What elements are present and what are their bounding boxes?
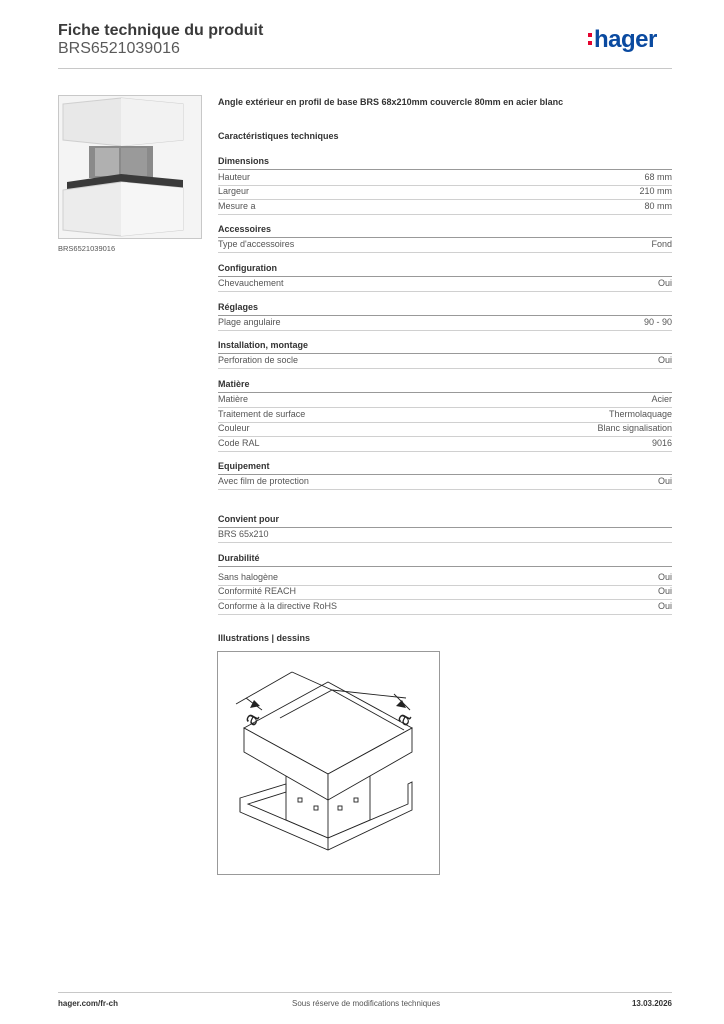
spec-row	[218, 393, 672, 408]
spec-row	[218, 585, 672, 600]
product-image	[58, 95, 202, 239]
header-divider	[58, 68, 672, 69]
footer-website-link[interactable]: hager.com/fr-ch	[58, 999, 119, 1008]
spec-row	[218, 354, 672, 369]
brand-logo: hager	[594, 26, 657, 53]
dimension-label-right: a	[391, 709, 416, 730]
illustrations-title: Illustrations | dessins	[218, 633, 311, 643]
spec-value: Oui	[657, 586, 672, 596]
spec-value: Oui	[657, 601, 672, 611]
spec-label: Largeur	[218, 186, 250, 196]
spec-label: Plage angulaire	[218, 317, 281, 327]
spec-row	[218, 571, 672, 586]
spec-row	[218, 600, 672, 615]
spec-label: Mesure a	[218, 201, 256, 211]
spec-value: 90 - 90	[643, 317, 672, 327]
spec-label: Conforme à la directive RoHS	[218, 601, 338, 611]
logo-mark-icon	[588, 33, 593, 49]
section-title: Convient pour	[218, 514, 672, 528]
section-title: Equipement	[218, 461, 672, 475]
footer-divider	[58, 992, 672, 993]
section-title: Configuration	[218, 263, 672, 277]
spec-row	[218, 200, 672, 215]
spec-label: Avec film de protection	[218, 476, 309, 486]
section-title: Réglages	[218, 302, 672, 316]
spec-value: Acier	[651, 394, 672, 404]
footer-date: 13.03.2026	[631, 999, 672, 1008]
product-description: Angle extérieur en profil de base BRS 68x210mm couvercle 80mm en acier blanc	[218, 97, 564, 107]
spec-label: BRS 65x210	[218, 529, 269, 539]
spec-label: Matière	[218, 394, 249, 404]
product-code: BRS6521039016	[58, 40, 180, 57]
footer-notice: Sous réserve de modifications techniques	[292, 999, 441, 1008]
spec-row	[218, 277, 672, 292]
spec-label: Type d'accessoires	[218, 239, 295, 249]
spec-row	[218, 528, 672, 543]
spec-label: Sans halogène	[218, 572, 279, 582]
section-title: Accessoires	[218, 224, 672, 238]
spec-value: 80 mm	[644, 201, 672, 211]
section-title: Dimensions	[218, 156, 672, 170]
spec-row	[218, 185, 672, 200]
spec-row	[218, 408, 672, 423]
spec-value: Fond	[651, 239, 672, 249]
spec-value: Oui	[657, 355, 672, 365]
section-title: Matière	[218, 379, 672, 393]
characteristics-title: Caractéristiques techniques	[218, 131, 339, 141]
spec-label: Chevauchement	[218, 278, 284, 288]
product-image-caption: BRS6521039016	[58, 244, 116, 253]
technical-drawing	[217, 651, 440, 875]
spec-value: Oui	[657, 476, 672, 486]
spec-row	[218, 171, 672, 186]
spec-label: Traitement de surface	[218, 409, 306, 419]
spec-row	[218, 316, 672, 331]
spec-value: Oui	[657, 278, 672, 288]
spec-row	[218, 437, 672, 452]
spec-value: 210 mm	[639, 186, 672, 196]
spec-value: Oui	[657, 572, 672, 582]
spec-value: 9016	[651, 438, 672, 448]
spec-row	[218, 475, 672, 490]
spec-label: Conformité REACH	[218, 586, 297, 596]
spec-row	[218, 422, 672, 437]
spec-label: Couleur	[218, 423, 250, 433]
section-title: Durabilité	[218, 553, 672, 567]
spec-value: 68 mm	[644, 172, 672, 182]
spec-label: Code RAL	[218, 438, 260, 448]
spec-value: Thermolaquage	[608, 409, 672, 419]
spec-value: Blanc signalisation	[597, 423, 672, 433]
page-title: Fiche technique du produit	[58, 22, 264, 39]
section-title: Installation, montage	[218, 340, 672, 354]
spec-label: Perforation de socle	[218, 355, 299, 365]
spec-row	[218, 238, 672, 253]
dimension-label-left: a	[239, 709, 264, 730]
spec-label: Hauteur	[218, 172, 251, 182]
